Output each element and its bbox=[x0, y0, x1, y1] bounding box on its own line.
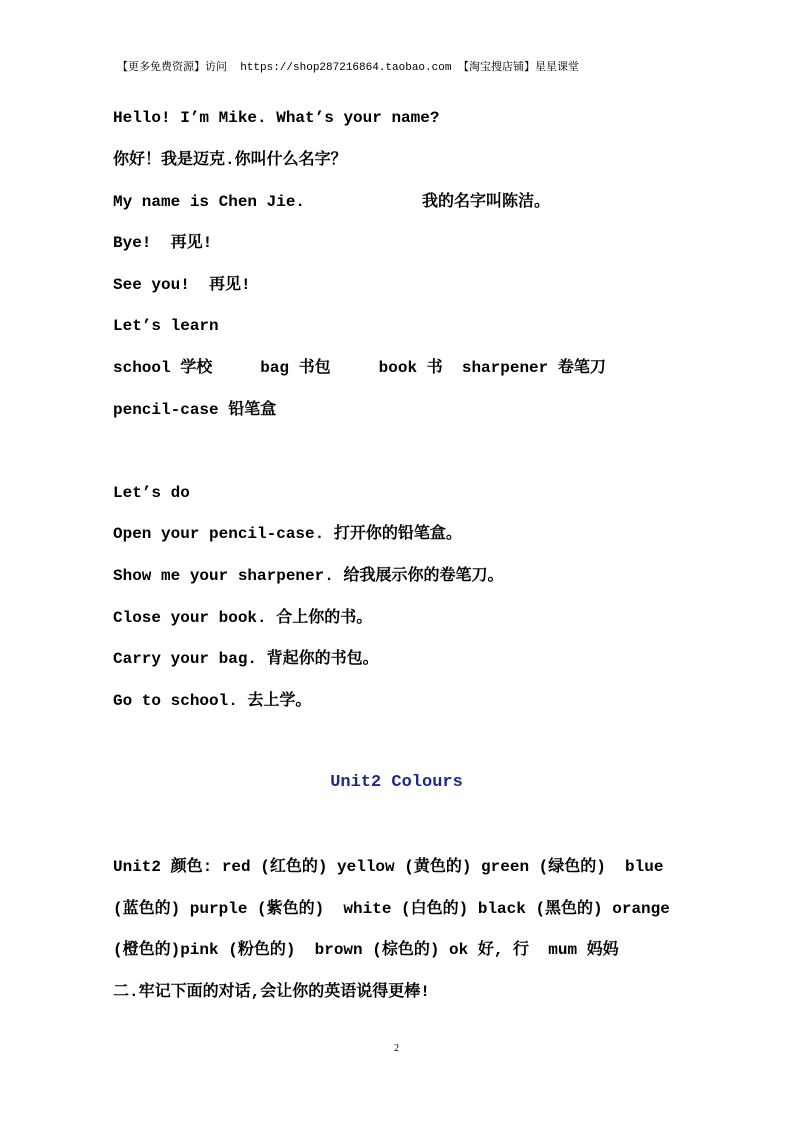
unit-title: Unit2 Colours bbox=[330, 773, 463, 792]
text-line: school 学校 bag 书包 book 书 sharpener 卷笔刀 bbox=[113, 359, 606, 377]
text-line: Go to school. 去上学。 bbox=[113, 692, 312, 710]
text-line: (橙色的)pink (粉色的) brown (棕色的) ok 好, 行 mum 妈妈 bbox=[113, 941, 619, 959]
text-line: 我的名字叫陈洁。 bbox=[422, 193, 551, 211]
section-heading: Let’s do bbox=[113, 484, 190, 502]
page-header: 【更多免费资源】访问 https://shop287216864.taobao.com 【淘宝搜店铺】星星课堂 bbox=[117, 62, 580, 74]
text-line: Unit2 颜色: red (红色的) yellow (黄色的) green (绿色的) blue bbox=[113, 858, 664, 876]
text-line: 你好！我是迈克.你叫什么名字？ bbox=[113, 151, 347, 169]
text-line: Hello! I’m Mike. What’s your name? bbox=[113, 109, 440, 127]
text-line: Show me your sharpener. 给我展示你的卷笔刀。 bbox=[113, 567, 504, 585]
section-heading: Let’s learn bbox=[113, 317, 219, 335]
text-line: 二.牢记下面的对话,会让你的英语说得更棒! bbox=[113, 983, 430, 1001]
text-line: Close your book. 合上你的书。 bbox=[113, 609, 373, 627]
text-line: (蓝色的) purple (紫色的) white (白色的) black (黑色的) orange bbox=[113, 900, 670, 918]
text-line: See you! 再见! bbox=[113, 276, 251, 294]
text-line: Bye! 再见! bbox=[113, 234, 213, 252]
text-line: My name is Chen Jie. bbox=[113, 193, 306, 211]
text-line: Open your pencil-case. 打开你的铅笔盒。 bbox=[113, 525, 462, 543]
page-number: 2 bbox=[394, 1043, 399, 1054]
text-line: pencil-case 铅笔盒 bbox=[113, 401, 277, 419]
text-line: Carry your bag. 背起你的书包。 bbox=[113, 650, 379, 668]
